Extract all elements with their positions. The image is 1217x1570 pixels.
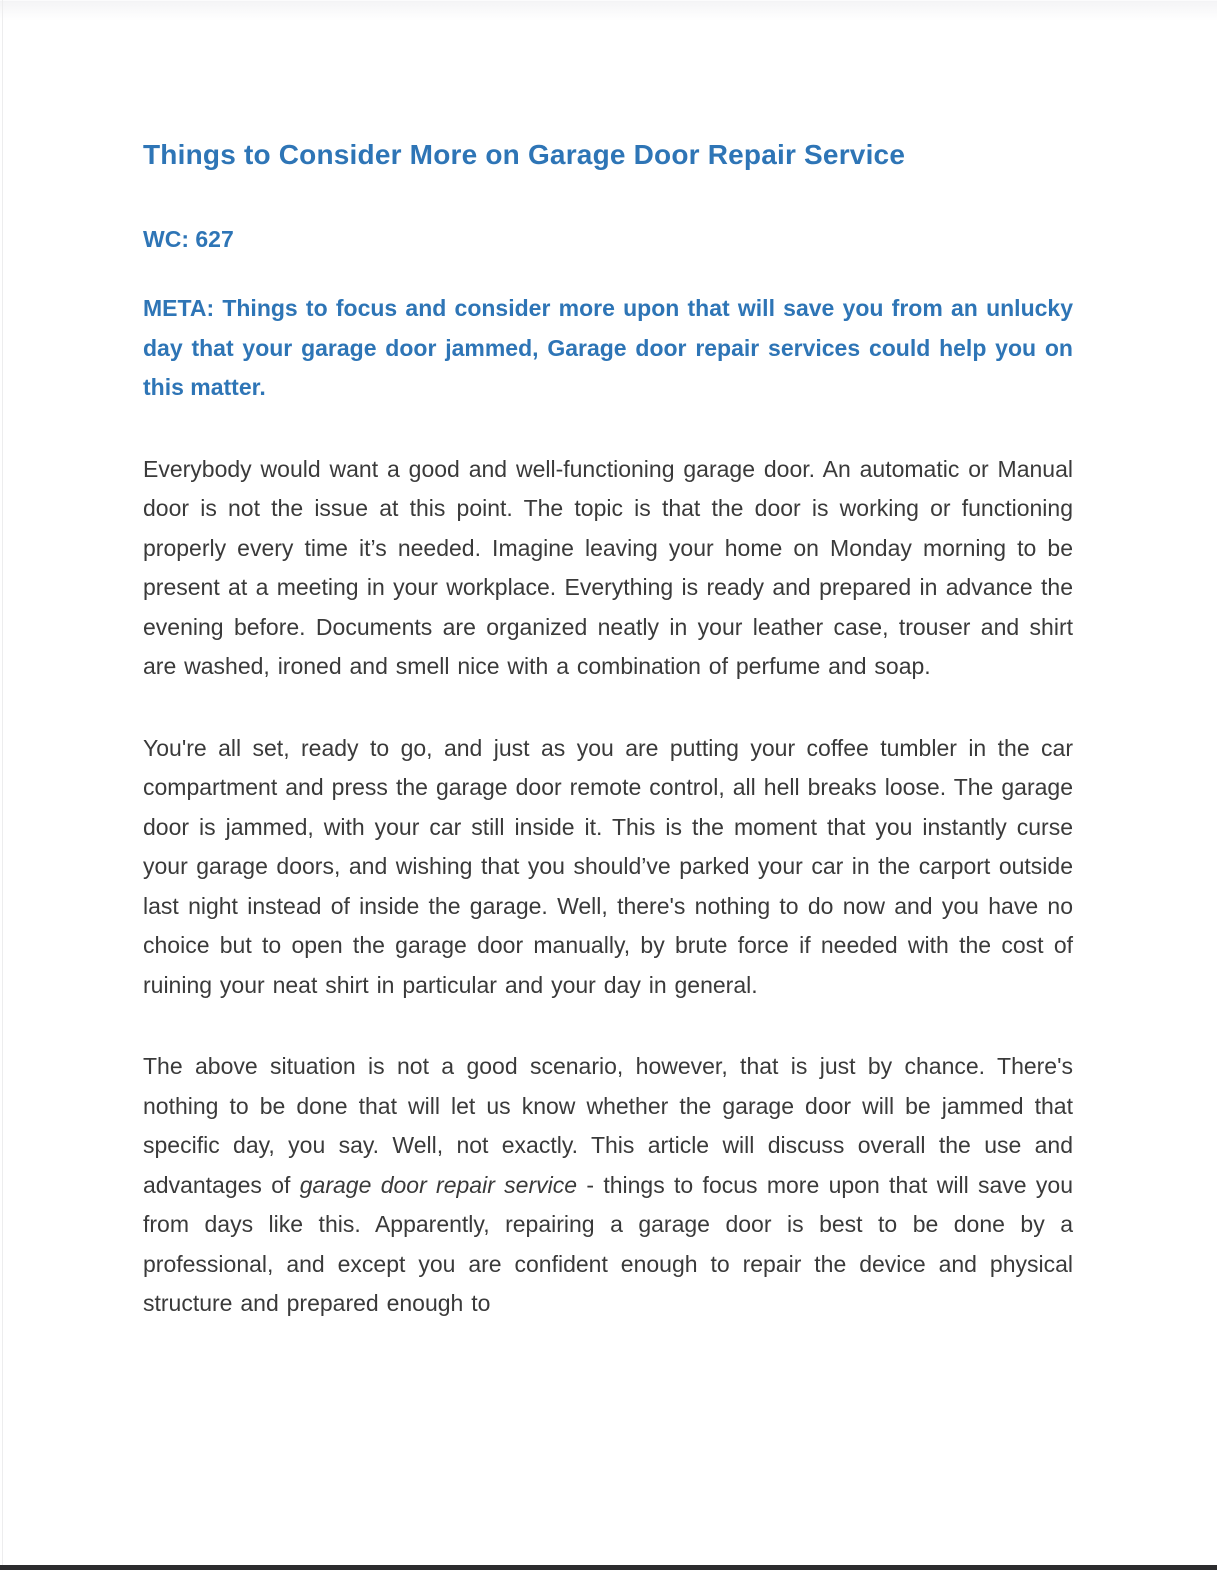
document-title: Things to Consider More on Garage Door Repair Service [143,139,906,170]
paragraph-3 [143,1047,1073,1324]
meta-description: META: Things to focus and consider more upon that will save you from an unlucky day that your garage door jammed, Garage door repair services could help you on this matter. [143,295,1073,400]
page-left-edge [2,0,3,1570]
paragraph-1: Everybody would want a good and well-functioning garage door. An automatic or Manual door is not the issue at this point. The topic is that the door is working or functioning properly every time it’s needed. Imagine leaving your home on Monday morning to be present at a meeting in your workplace. Everything is ready and prepared in advance the evening before. Documents are organized neatly in your leather case, trouser and shirt are washed, ironed and smell nice with a combination of perfume and soap. [143,455,1073,679]
paragraph-2: You're all set, ready to go, and just as you are putting your coffee tumbler in the car compartment and press the garage door remote control, all hell breaks loose. The garage door is jammed, with your car still inside it. This is the moment that you instantly curse your garage doors, and wishing that you should’ve parked your car in the carport outside last night instead of inside the garage. Well, there's nothing to do now and you have no choice but to open the garage door manually, by brute force if needed with the cost of ruining your neat shirt in particular and your day in general. [143,734,1073,998]
document-content [143,0,1073,1324]
paragraph-3-text-before: The above situation is not a good scenario, however, that is just by chance. There's nothing to be done that will let us know whether the garage door will be jammed that specific day, you say. Well, not exactly. This article will discuss overall the use and advantages of [143,1053,1073,1198]
bottom-edge [0,1565,1217,1570]
word-count-label: WC: 627 [143,226,234,252]
paragraph-3-italic-keyword: garage door repair service [299,1171,578,1198]
paragraph-3-text-after: - things to focus more upon that will save you from days like this. Apparently, repairing a garage door is best to be done by a professional, and except you are confident enough to repair the device and physical structure and prepared enough to [143,1171,1073,1316]
